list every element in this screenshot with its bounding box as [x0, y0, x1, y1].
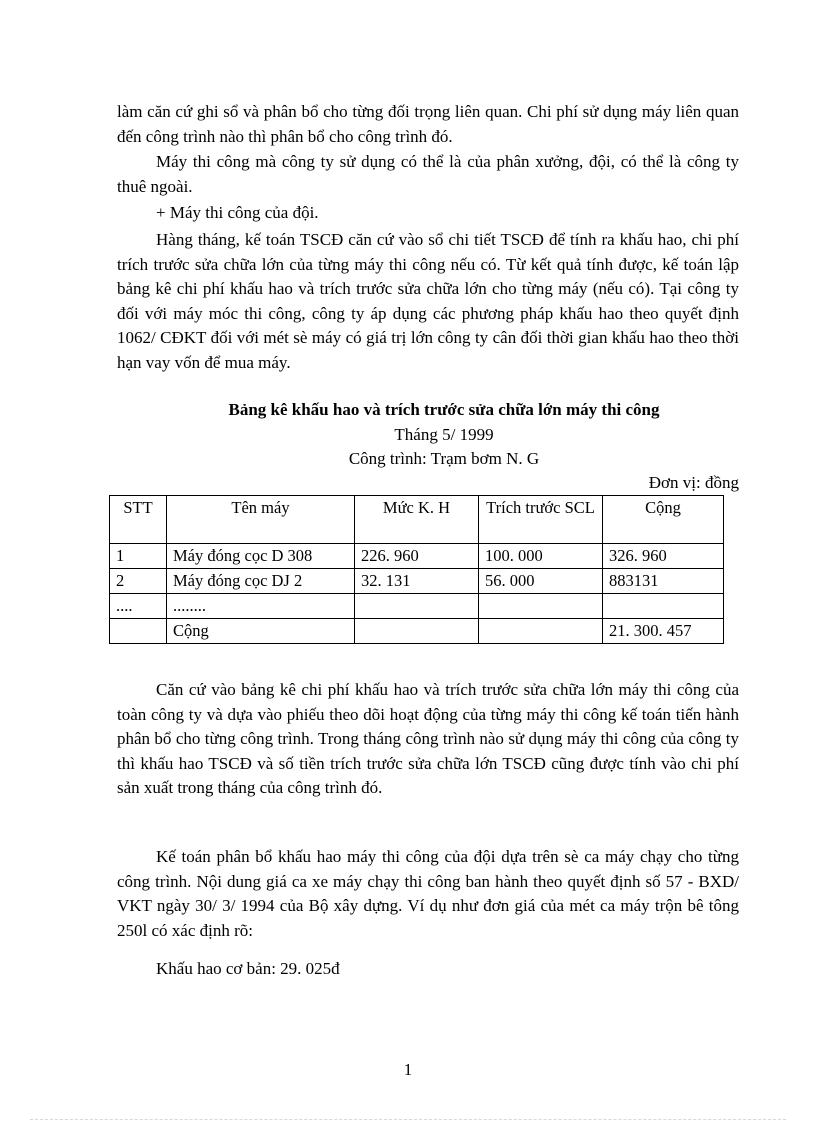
- header-advance-repair: Trích trước SCL: [479, 496, 603, 544]
- paragraph-team-machines: + Máy thi công của đội.: [156, 203, 319, 222]
- cell-rate: 32. 131: [355, 569, 479, 594]
- paragraph-allocation-process: Căn cứ vào bảng kê chi phí khấu hao và trích trước sửa chữa lớn máy thi công của toàn công ty và dựa vào phiếu theo dõi hoạt động của từng máy thi công kế toán tiến hành phân bổ cho từng công trình. Trong tháng công trình nào sử dụng máy thi công của công ty thì khấu hao TSCĐ và số tiền trích trước sửa chữa lớn TSCĐ cũng được tính vào chi phí sản xuất trong tháng của công trình đó.: [117, 680, 739, 797]
- header-depreciation-rate: Mức K. H: [355, 496, 479, 544]
- cell-advance: [479, 619, 603, 644]
- cell-rate: [355, 594, 479, 619]
- cell-stt: ....: [110, 594, 167, 619]
- paragraph-machine-source: Máy thi công mà công ty sử dụng có thể là của phân xưởng, đội, có thể là công ty thuê ngoài.: [117, 152, 739, 196]
- paragraph-depreciation-method: Hàng tháng, kế toán TSCĐ căn cứ vào sổ chi tiết TSCĐ để tính ra khấu hao, chi phí trích trước sửa chữa lớn của từng máy thi công nếu có. Từ kết quả tính được, kế toán lập bảng kê chi phí khấu hao và trích trước sửa chữa lớn cho từng máy (nếu có). Tại công ty đối với máy móc thi công, công ty áp dụng các phương pháp khấu hao theo quyết định 1062/ CĐKT đối với mét sè máy có giá trị lớn công ty cân đối thời gian khấu hao theo thời hạn vay vốn để mua máy.: [117, 230, 739, 372]
- depreciation-table: [109, 495, 724, 644]
- cell-advance: 56. 000: [479, 569, 603, 594]
- paragraph-allocation-basis: làm căn cứ ghi sổ và phân bổ cho từng đối trọng liên quan. Chi phí sử dụng máy liên quan đến công trình nào thì phân bổ cho công trình đó.: [117, 102, 739, 146]
- cell-stt: 1: [110, 544, 167, 569]
- table-month: Tháng 5/ 1999: [394, 425, 494, 444]
- cell-advance: [479, 594, 603, 619]
- page-bottom-divider: [30, 1119, 786, 1120]
- table-row: [110, 544, 724, 569]
- table-row: [110, 569, 724, 594]
- paragraph-basic-depreciation: Khấu hao cơ bản: 29. 025đ: [156, 959, 340, 978]
- header-stt: STT: [110, 496, 167, 544]
- cell-total: 883131: [603, 569, 724, 594]
- cell-machine-name: Máy đóng cọc DJ 2: [167, 569, 355, 594]
- cell-rate: [355, 619, 479, 644]
- cell-stt: 2: [110, 569, 167, 594]
- cell-machine-name: ........: [167, 594, 355, 619]
- currency-unit: Đơn vị: đồng: [648, 473, 739, 492]
- page-number: 1: [403, 1060, 413, 1079]
- cell-total-label: Cộng: [167, 619, 355, 644]
- cell-stt: [110, 619, 167, 644]
- cell-advance: 100. 000: [479, 544, 603, 569]
- cell-grand-total: 21. 300. 457: [603, 619, 724, 644]
- header-machine-name: Tên máy: [167, 496, 355, 544]
- cell-total: [603, 594, 724, 619]
- cell-machine-name: Máy đóng cọc D 308: [167, 544, 355, 569]
- cell-total: 326. 960: [603, 544, 724, 569]
- table-total-row: [110, 619, 724, 644]
- header-total: Cộng: [603, 496, 724, 544]
- table-title: Bảng kê khấu hao và trích trước sửa chữa lớn máy thi công: [228, 400, 660, 419]
- paragraph-shift-allocation: Kế toán phân bổ khấu hao máy thi công của đội dựa trên sè ca máy chạy cho từng công trình. Nội dung giá ca xe máy chạy thi công ban hành theo quyết định số 57 - BXD/ VKT ngày 30/ 3/ 1994 của Bộ xây dựng. Ví dụ như đơn giá của mét ca máy trộn bê tông 250l có xác định rõ:: [117, 847, 739, 940]
- table-row: [110, 594, 724, 619]
- table-header-row: [110, 496, 724, 544]
- cell-rate: 226. 960: [355, 544, 479, 569]
- table-project: Công trình: Trạm bơm N. G: [348, 449, 540, 468]
